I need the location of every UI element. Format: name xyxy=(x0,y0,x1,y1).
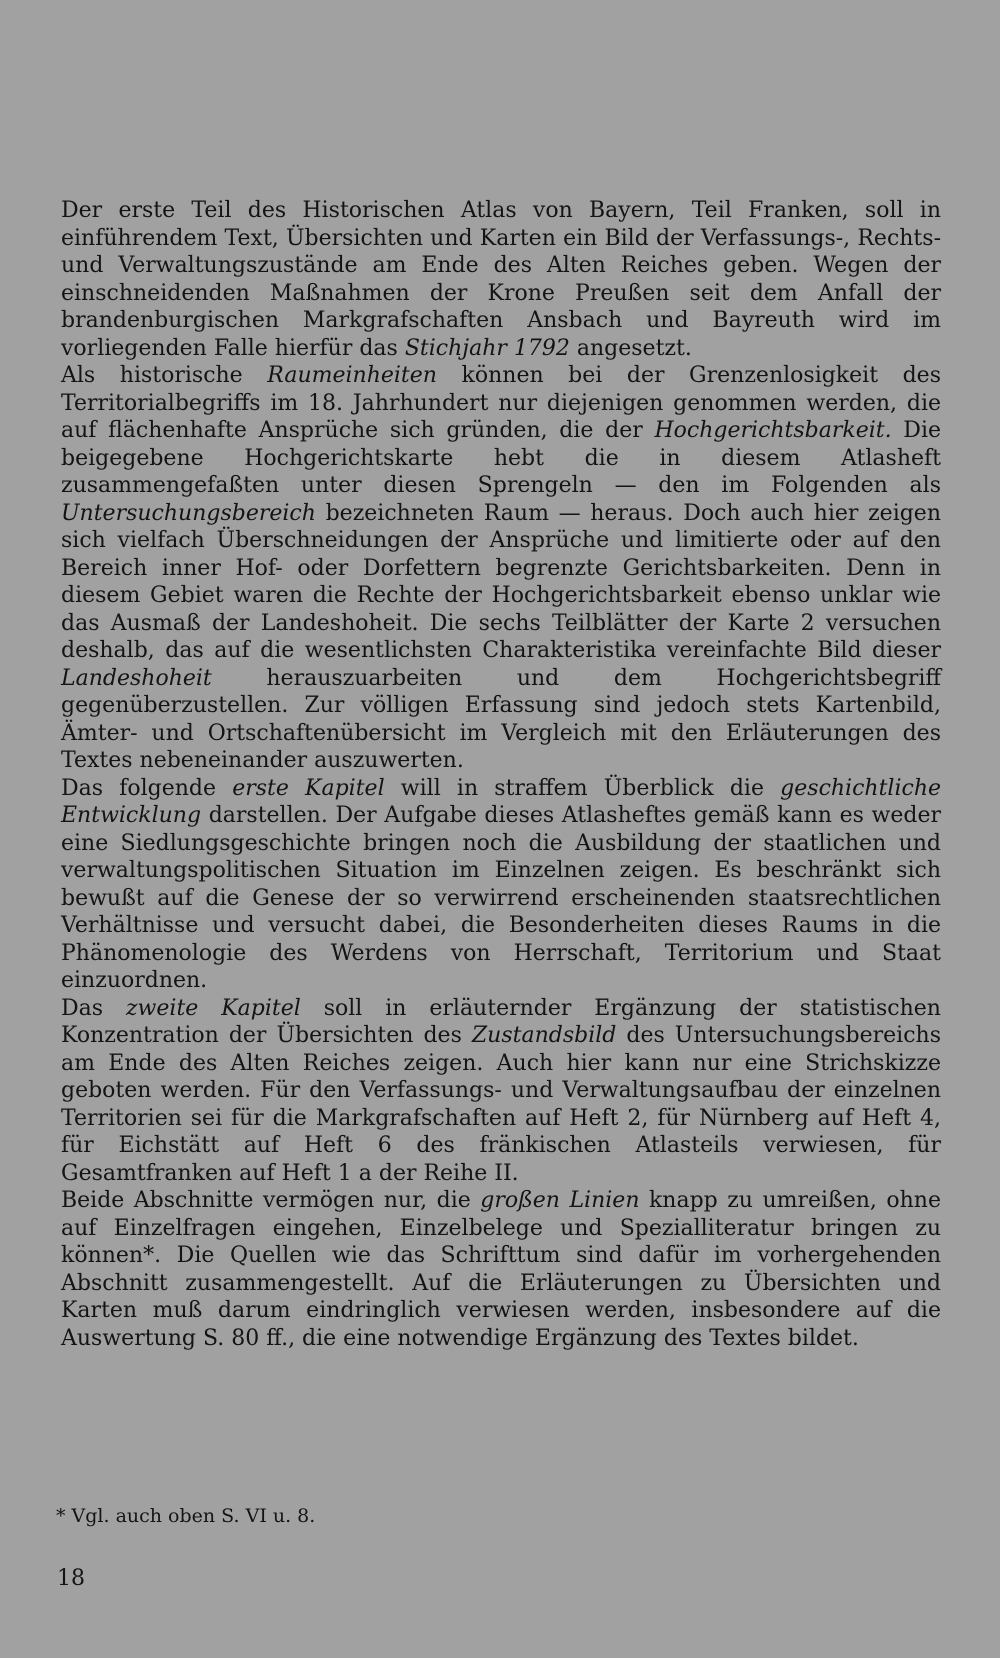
paragraph-4: Das zweite Kapitel soll in erläuternder Ergänzung der statistischen Konzentration der Übersichten des Zustandsbild des Untersuchungsbereichs am Ende des Alten Reiches zeigen. Auch hier kann nur eine Strichskizze geboten werden. Für den Verfassungs- und Verwaltungsaufbau der einzelnen Territorien sei für die Markgrafschaften auf Heft 2, für Nürnberg auf Heft 4, für Eichstätt auf Heft 6 des fränkischen Atlasteils verwiesen, für Gesamtfranken auf Heft 1 a der Reihe II. xyxy=(61,995,941,1186)
paragraph-3: Das folgende erste Kapitel will in straffem Überblick die geschichtliche Entwicklung darstellen. Der Aufgabe dieses Atlasheftes gemäß kann es weder eine Siedlungsgeschichte bringen noch die Ausbildung der staatlichen und verwaltungspolitischen Situation im Einzelnen zeigen. Es beschränkt sich bewußt auf die Genese der so verwirrend erscheinenden staatsrechtlichen Verhältnisse und versucht dabei, die Besonderheiten dieses Raums in die Phänomenologie des Werdens von Herrschaft, Territorium und Staat einzuordnen. xyxy=(61,775,942,993)
italic-term: Landeshoheit xyxy=(61,665,212,691)
page-number: 18 xyxy=(57,1566,85,1591)
italic-term: großen Linien xyxy=(480,1188,640,1213)
paragraph-2: Als historische Raumeinheiten können bei der Grenzenlosigkeit des Territorialbegriffs im 18. Jahrhundert nur diejenigen genommen werden, die auf flächenhafte Ansprüche sich gründen, die der Hochgerichtsbarkeit. Die beigegebene Hochgerichtskarte hebt die in diesem Atlasheft zusammengefaßten unter diesen Sprengeln — den im Folgenden als Untersuchungsbereich bezeichneten Raum — heraus. Doch auch hier zeigen sich vielfach Überschneidungen der Ansprüche und limitierte oder auf den Bereich inner Hof- oder Dorfettern begrenzte Gerichtsbarkeiten. Denn in diesem Gebiet waren die Rechte der Hochgerichtsbarkeit ebenso unklar wie das Ausmaß der Landeshoheit. Die sechs Teilblätter der Karte 2 versuchen deshalb, das auf die wesentlichsten Charakteristika vereinfachte Bild dieser Landeshoheit herauszuarbeiten und dem Hochgerichtsbegriff gegenüberzustellen. Zur völligen Erfassung sind jedoch stets Kartenbild, Ämter- und Ortschaftenübersicht im Vergleich mit den Erläuterungen des Textes nebeneinander auszuwerten. xyxy=(61,363,941,773)
body-text xyxy=(61,197,941,1352)
paragraph-5: Beide Abschnitte vermögen nur, die großen Linien knapp zu umreißen, ohne auf Einzelfragen eingehen, Einzelbelege und Spezialliteratur bringen zu können*. Die Quellen wie das Schrifttum sind dafür im vorhergehenden Abschnitt zusammengestellt. Auf die Erläuterungen zu Übersichten und Karten muß darum eindringlich verwiesen werden, insbesondere auf die Auswertung S. 80 ff., die eine notwendige Ergänzung des Textes bildet. xyxy=(61,1188,941,1351)
italic-term: erste Kapitel xyxy=(232,775,385,801)
italic-term: zweite Kapitel xyxy=(125,995,301,1021)
italic-term: Hochgerichtsbarkeit. xyxy=(654,418,892,443)
paragraph-1: Der erste Teil des Historischen Atlas von Bayern, Teil Franken, soll in einführendem Text, Übersichten und Karten ein Bild der Verfassungs-, Rechts- und Verwaltungszustände am Ende des Alten Reiches geben. Wegen der einschneidenden Maßnahmen der Krone Preußen seit dem Anfall der brandenburgischen Markgrafschaften Ansbach und Bayreuth wird im vorliegenden Falle hierfür das Stichjahr 1792 angesetzt. xyxy=(61,198,941,361)
footnote: * Vgl. auch oben S. VI u. 8. xyxy=(56,1505,316,1527)
italic-term: geschichtliche Entwicklung xyxy=(61,775,942,828)
italic-term: Raumeinheiten xyxy=(267,363,437,388)
italic-term: Zustandsbild xyxy=(471,1023,617,1048)
italic-term: Untersuchungsbereich xyxy=(61,500,316,526)
italic-term: Stichjahr 1792 xyxy=(404,335,570,361)
